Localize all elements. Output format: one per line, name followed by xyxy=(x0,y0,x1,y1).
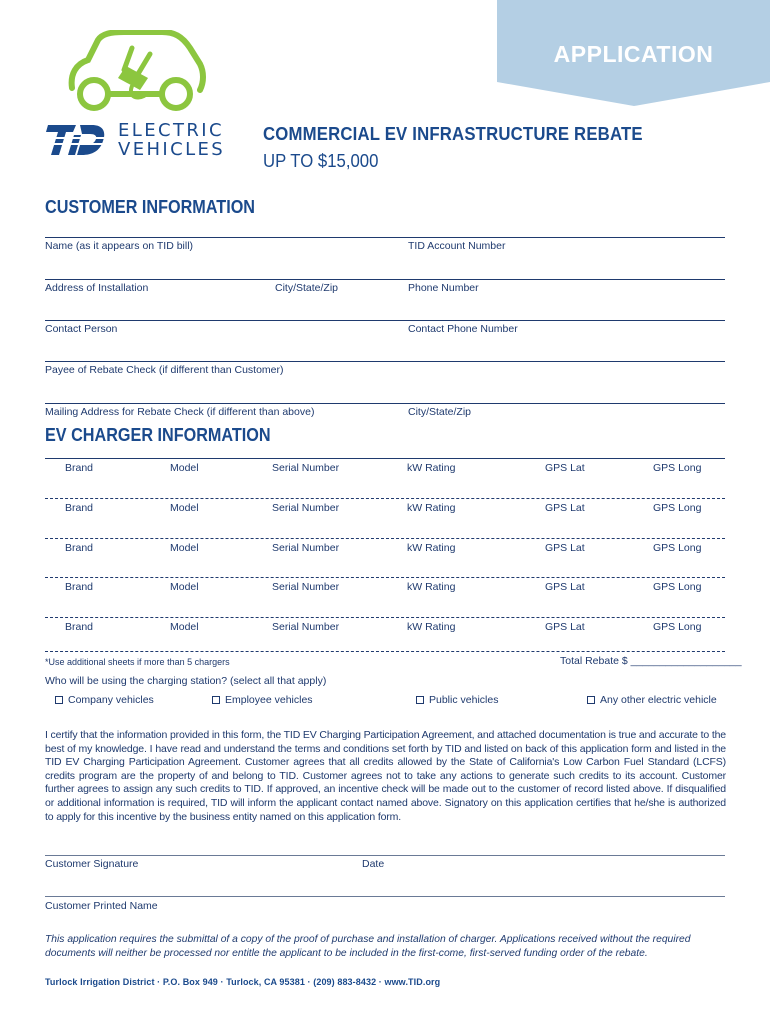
customer-information-heading: CUSTOMER INFORMATION xyxy=(45,197,255,217)
form-subtitle: UP TO $15,000 xyxy=(263,151,379,171)
charger-row-line[interactable] xyxy=(45,538,725,539)
charger-column-label: Serial Number xyxy=(272,462,340,474)
charger-column-label: Model xyxy=(170,581,199,593)
option-label: Any other electric vehicle xyxy=(600,694,717,706)
charger-column-label: Serial Number xyxy=(272,581,340,593)
signature-field-line[interactable] xyxy=(45,855,725,856)
charger-column-label: GPS Lat xyxy=(545,462,585,474)
option-public-vehicles[interactable] xyxy=(416,694,498,706)
charger-column-label: kW Rating xyxy=(407,502,456,514)
usage-question: Who will be using the charging station? (select all that apply) xyxy=(45,675,327,687)
option-label: Company vehicles xyxy=(68,694,154,706)
additional-sheets-note: *Use additional sheets if more than 5 chargers xyxy=(45,657,230,667)
mailing-city-label: City/State/Zip xyxy=(408,406,472,418)
contact-field-line[interactable] xyxy=(45,320,725,321)
charger-column-label: GPS Long xyxy=(653,542,702,554)
option-label: Public vehicles xyxy=(429,694,499,706)
city-state-zip-label: City/State/Zip xyxy=(275,282,339,294)
banner-label: APPLICATION xyxy=(553,41,714,67)
charger-row-line[interactable] xyxy=(45,577,725,578)
application-banner xyxy=(497,0,770,106)
payee-label: Payee of Rebate Check (if different than Customer) xyxy=(45,364,284,376)
charger-column-label: GPS Lat xyxy=(545,542,585,554)
charger-column-label: Brand xyxy=(65,462,94,474)
account-number-label: TID Account Number xyxy=(408,240,506,252)
charger-column-label: Serial Number xyxy=(272,621,340,633)
charger-column-label: Serial Number xyxy=(272,542,340,554)
customer-signature-label: Customer Signature xyxy=(45,858,139,870)
name-field-line[interactable] xyxy=(45,237,725,238)
charger-column-label: GPS Lat xyxy=(545,621,585,633)
charger-row-line[interactable] xyxy=(45,617,725,618)
address-field-line[interactable] xyxy=(45,279,725,280)
address-label: Address of Installation xyxy=(45,282,149,294)
date-label: Date xyxy=(362,858,385,870)
charger-column-label: GPS Lat xyxy=(545,502,585,514)
company-vehicles-checkbox[interactable] xyxy=(55,696,63,704)
phone-label: Phone Number xyxy=(408,282,479,294)
charger-row-line[interactable] xyxy=(45,458,725,459)
mailing-field-line[interactable] xyxy=(45,403,725,404)
name-label: Name (as it appears on TID bill) xyxy=(45,240,194,252)
footer-contact: Turlock Irrigation District · P.O. Box 949 · Turlock, CA 95381 · (209) 883-8432 · www.TID.org xyxy=(45,977,441,987)
wordmark-line1: ELECTRIC xyxy=(118,120,224,141)
ev-charger-heading: EV CHARGER INFORMATION xyxy=(45,425,271,445)
option-label: Employee vehicles xyxy=(225,694,313,706)
option-any-other-ev[interactable] xyxy=(587,694,717,706)
charger-column-label: Brand xyxy=(65,621,94,633)
customer-printed-name-label: Customer Printed Name xyxy=(45,900,158,912)
charger-column-label: Model xyxy=(170,462,199,474)
total-rebate-field[interactable]: Total Rebate $ ___________________ xyxy=(560,655,742,667)
certification-text: I certify that the information provided in this form, the TID EV Charging Participation Agreement, and attached documentation is true and accurate to the best of my knowledge. I have read and understand the terms and conditions set forth by TID and listed on back of this application form and listed in the TID EV Charging Participation Agreement. Customer agrees that all credits allowed by the State of California's Low Carbon Fuel Standard (LCFS) credits program are the property of and belong to TID. Customer agrees not to take any actions to generate such credits to its account. Customer further agrees to assign any such credits to TID. If approved, an incentive check will be made out to the customer of record listed above. If disqualified or additional information is required, TID will inform the applicant contact named above. Signatory on this application certifies that he/she is authorized to apply for this incentive by the business entity named on this application form. xyxy=(45,729,726,823)
printed-name-field-line[interactable] xyxy=(45,896,725,897)
charger-column-label: GPS Long xyxy=(653,502,702,514)
form-title: COMMERCIAL EV INFRASTRUCTURE REBATE xyxy=(263,124,643,144)
payee-field-line[interactable] xyxy=(45,361,725,362)
disclaimer-text: This application requires the submittal of a copy of the proof of purchase and installation of charger. Applications received without the required documents will neither be processed nor entitle the applicant to be included in the first-come, first-served funding order of the rebate. xyxy=(45,934,691,959)
electric-car-logo-icon xyxy=(66,30,206,112)
electric-vehicles-wordmark xyxy=(118,121,225,159)
charger-column-label: GPS Long xyxy=(653,462,702,474)
charger-row-line[interactable] xyxy=(45,498,725,499)
option-employee-vehicles[interactable] xyxy=(212,694,313,706)
charger-column-label: GPS Long xyxy=(653,581,702,593)
charger-column-label: kW Rating xyxy=(407,542,456,554)
contact-phone-label: Contact Phone Number xyxy=(408,323,518,335)
wordmark-line2: VEHICLES xyxy=(118,139,226,160)
charger-column-label: kW Rating xyxy=(407,581,456,593)
option-company-vehicles[interactable] xyxy=(55,694,154,706)
charger-column-label: Model xyxy=(170,502,199,514)
charger-column-label: kW Rating xyxy=(407,462,456,474)
charger-row-line[interactable] xyxy=(45,651,725,652)
any-other-ev-checkbox[interactable] xyxy=(587,696,595,704)
charger-column-label: Serial Number xyxy=(272,502,340,514)
employee-vehicles-checkbox[interactable] xyxy=(212,696,220,704)
charger-column-label: GPS Lat xyxy=(545,581,585,593)
charger-column-label: Brand xyxy=(65,542,94,554)
charger-column-label: Brand xyxy=(65,502,94,514)
charger-column-label: kW Rating xyxy=(407,621,456,633)
mailing-address-label: Mailing Address for Rebate Check (if different than above) xyxy=(45,406,315,418)
tid-logo-icon xyxy=(44,123,106,157)
charger-column-label: GPS Long xyxy=(653,621,702,633)
public-vehicles-checkbox[interactable] xyxy=(416,696,424,704)
contact-person-label: Contact Person xyxy=(45,323,118,335)
charger-column-label: Brand xyxy=(65,581,94,593)
charger-column-label: Model xyxy=(170,621,199,633)
charger-column-label: Model xyxy=(170,542,199,554)
